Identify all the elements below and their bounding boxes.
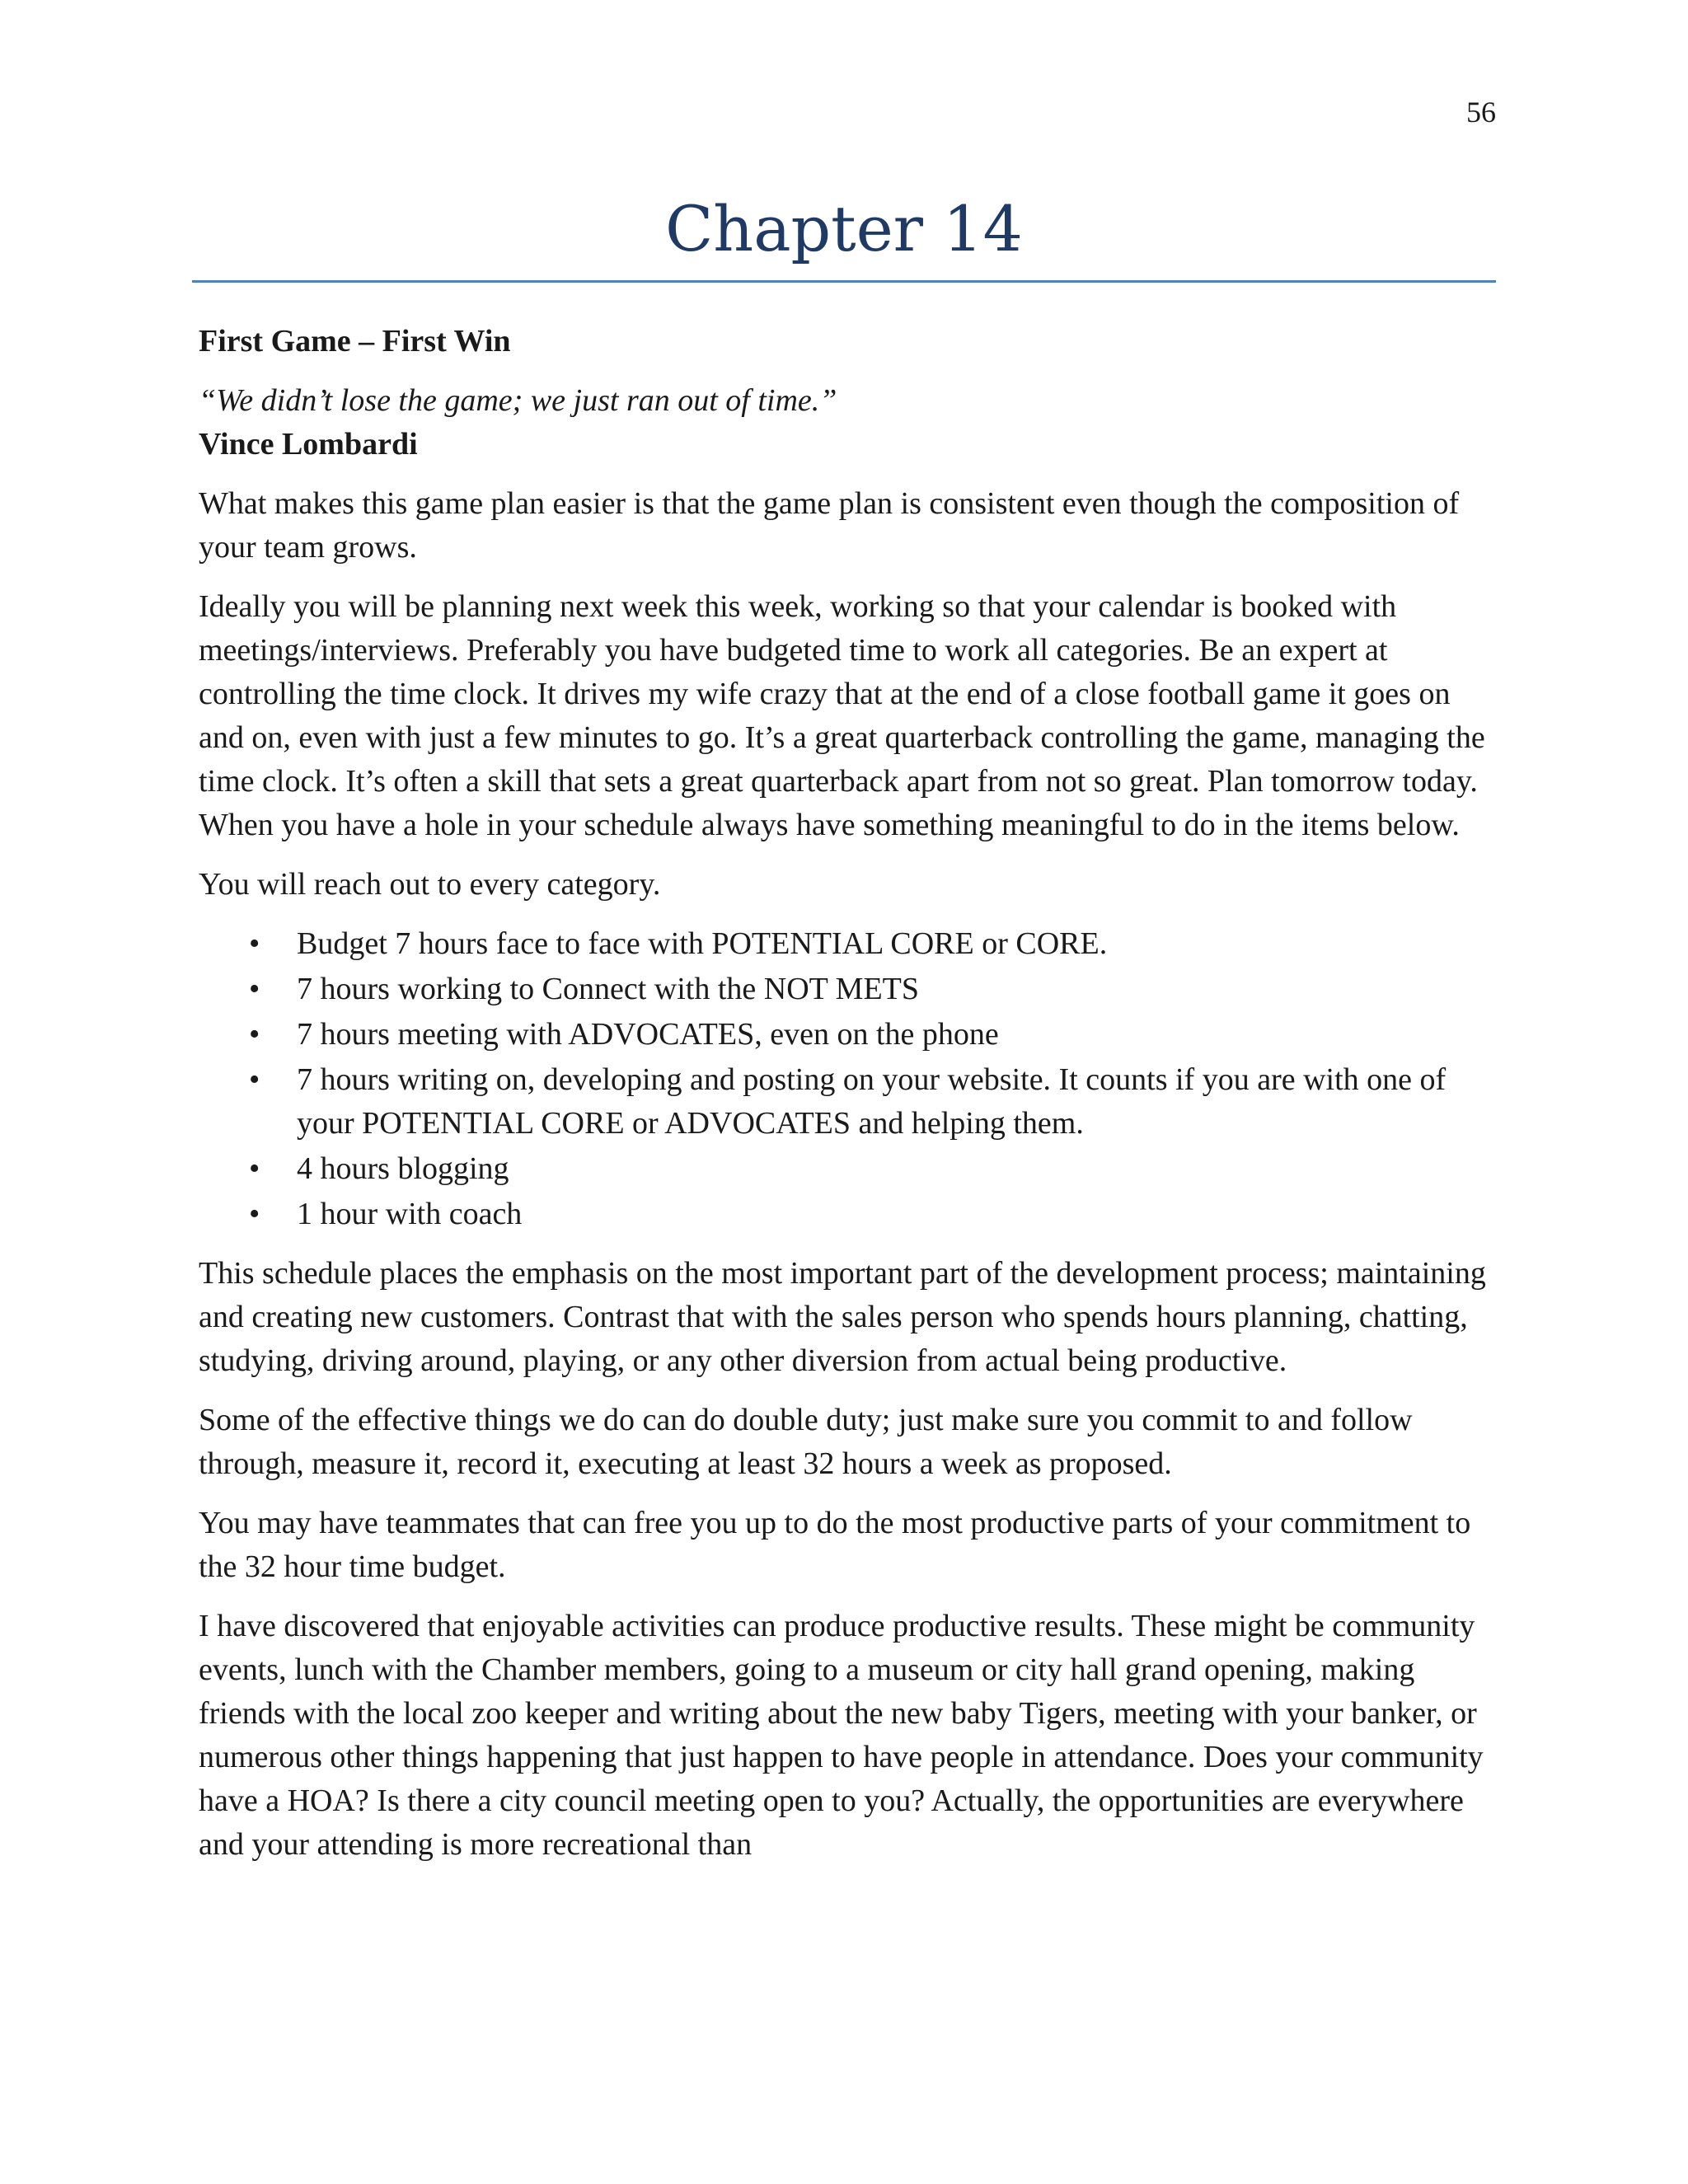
title-divider — [192, 280, 1496, 283]
list-item: • 4 hours blogging — [297, 1147, 1496, 1191]
chapter-title: Chapter 14 — [665, 192, 1023, 265]
document-body — [199, 320, 1496, 1882]
list-item: • 7 hours writing on, developing and posting on your website. It counts if you are with one of your POTENTIAL CORE or ADVOCATES and helping them. — [297, 1058, 1496, 1146]
paragraph: Some of the effective things we do can do double duty; just make sure you commit to and follow through, measure it, record it, executing at least 32 hours a week as proposed. — [199, 1403, 1413, 1481]
list-item: • 7 hours working to Connect with the NOT METS — [297, 968, 1496, 1011]
paragraph: Ideally you will be planning next week this week, working so that your calendar is booked with meetings/interviews. Preferably you have budgeted time to work all categories. Be an expert at controlling the time clock. It drives my wife crazy that at the end of a close football game it goes on and on, even with just a few minutes to go. It’s a great quarterback controlling the game, managing the time clock. It’s often a skill that sets a great quarterback apart from not so great. Plan tomorrow today. When you have a hole in your schedule always have something meaningful to do in the items below. — [199, 589, 1485, 842]
time-budget-list — [199, 922, 1496, 1236]
paragraph: You will reach out to every category. — [199, 867, 661, 902]
list-item: • 7 hours meeting with ADVOCATES, even on the phone — [297, 1013, 1496, 1057]
section-heading: First Game – First Win — [199, 324, 511, 359]
list-item: • 1 hour with coach — [297, 1193, 1496, 1236]
paragraph: What makes this game plan easier is that the game plan is consistent even though the composition of your team grows. — [199, 486, 1460, 565]
list-item: • Budget 7 hours face to face with POTENTIAL CORE or CORE. — [297, 922, 1496, 966]
paragraph: You may have teammates that can free you up to do the most productive parts of your commitment to the 32 hour time budget. — [199, 1506, 1471, 1584]
epigraph-author: Vince Lombardi — [199, 427, 418, 462]
paragraph: This schedule places the emphasis on the most important part of the development process; maintaining and creating new customers. Contrast that with the sales person who spends hours planning, chatting, studying, driving around, playing, or any other diversion from actual being productive. — [199, 1256, 1486, 1378]
page-number: 56 — [1466, 96, 1496, 129]
paragraph: I have discovered that enjoyable activities can produce productive results. These might be community events, lunch with the Chamber members, going to a museum or city hall grand opening, making friends with the local zoo keeper and writing about the new baby Tigers, meeting with your banker, or numerous other things happening that just happen to have people in attendance. Does your community have a HOA? Is there a city council meeting open to you? Actually, the opportunities are everywhere and your attending is more recreational than — [199, 1609, 1484, 1862]
epigraph-quote: “We didn’t lose the game; we just ran out of time.” — [199, 383, 837, 418]
